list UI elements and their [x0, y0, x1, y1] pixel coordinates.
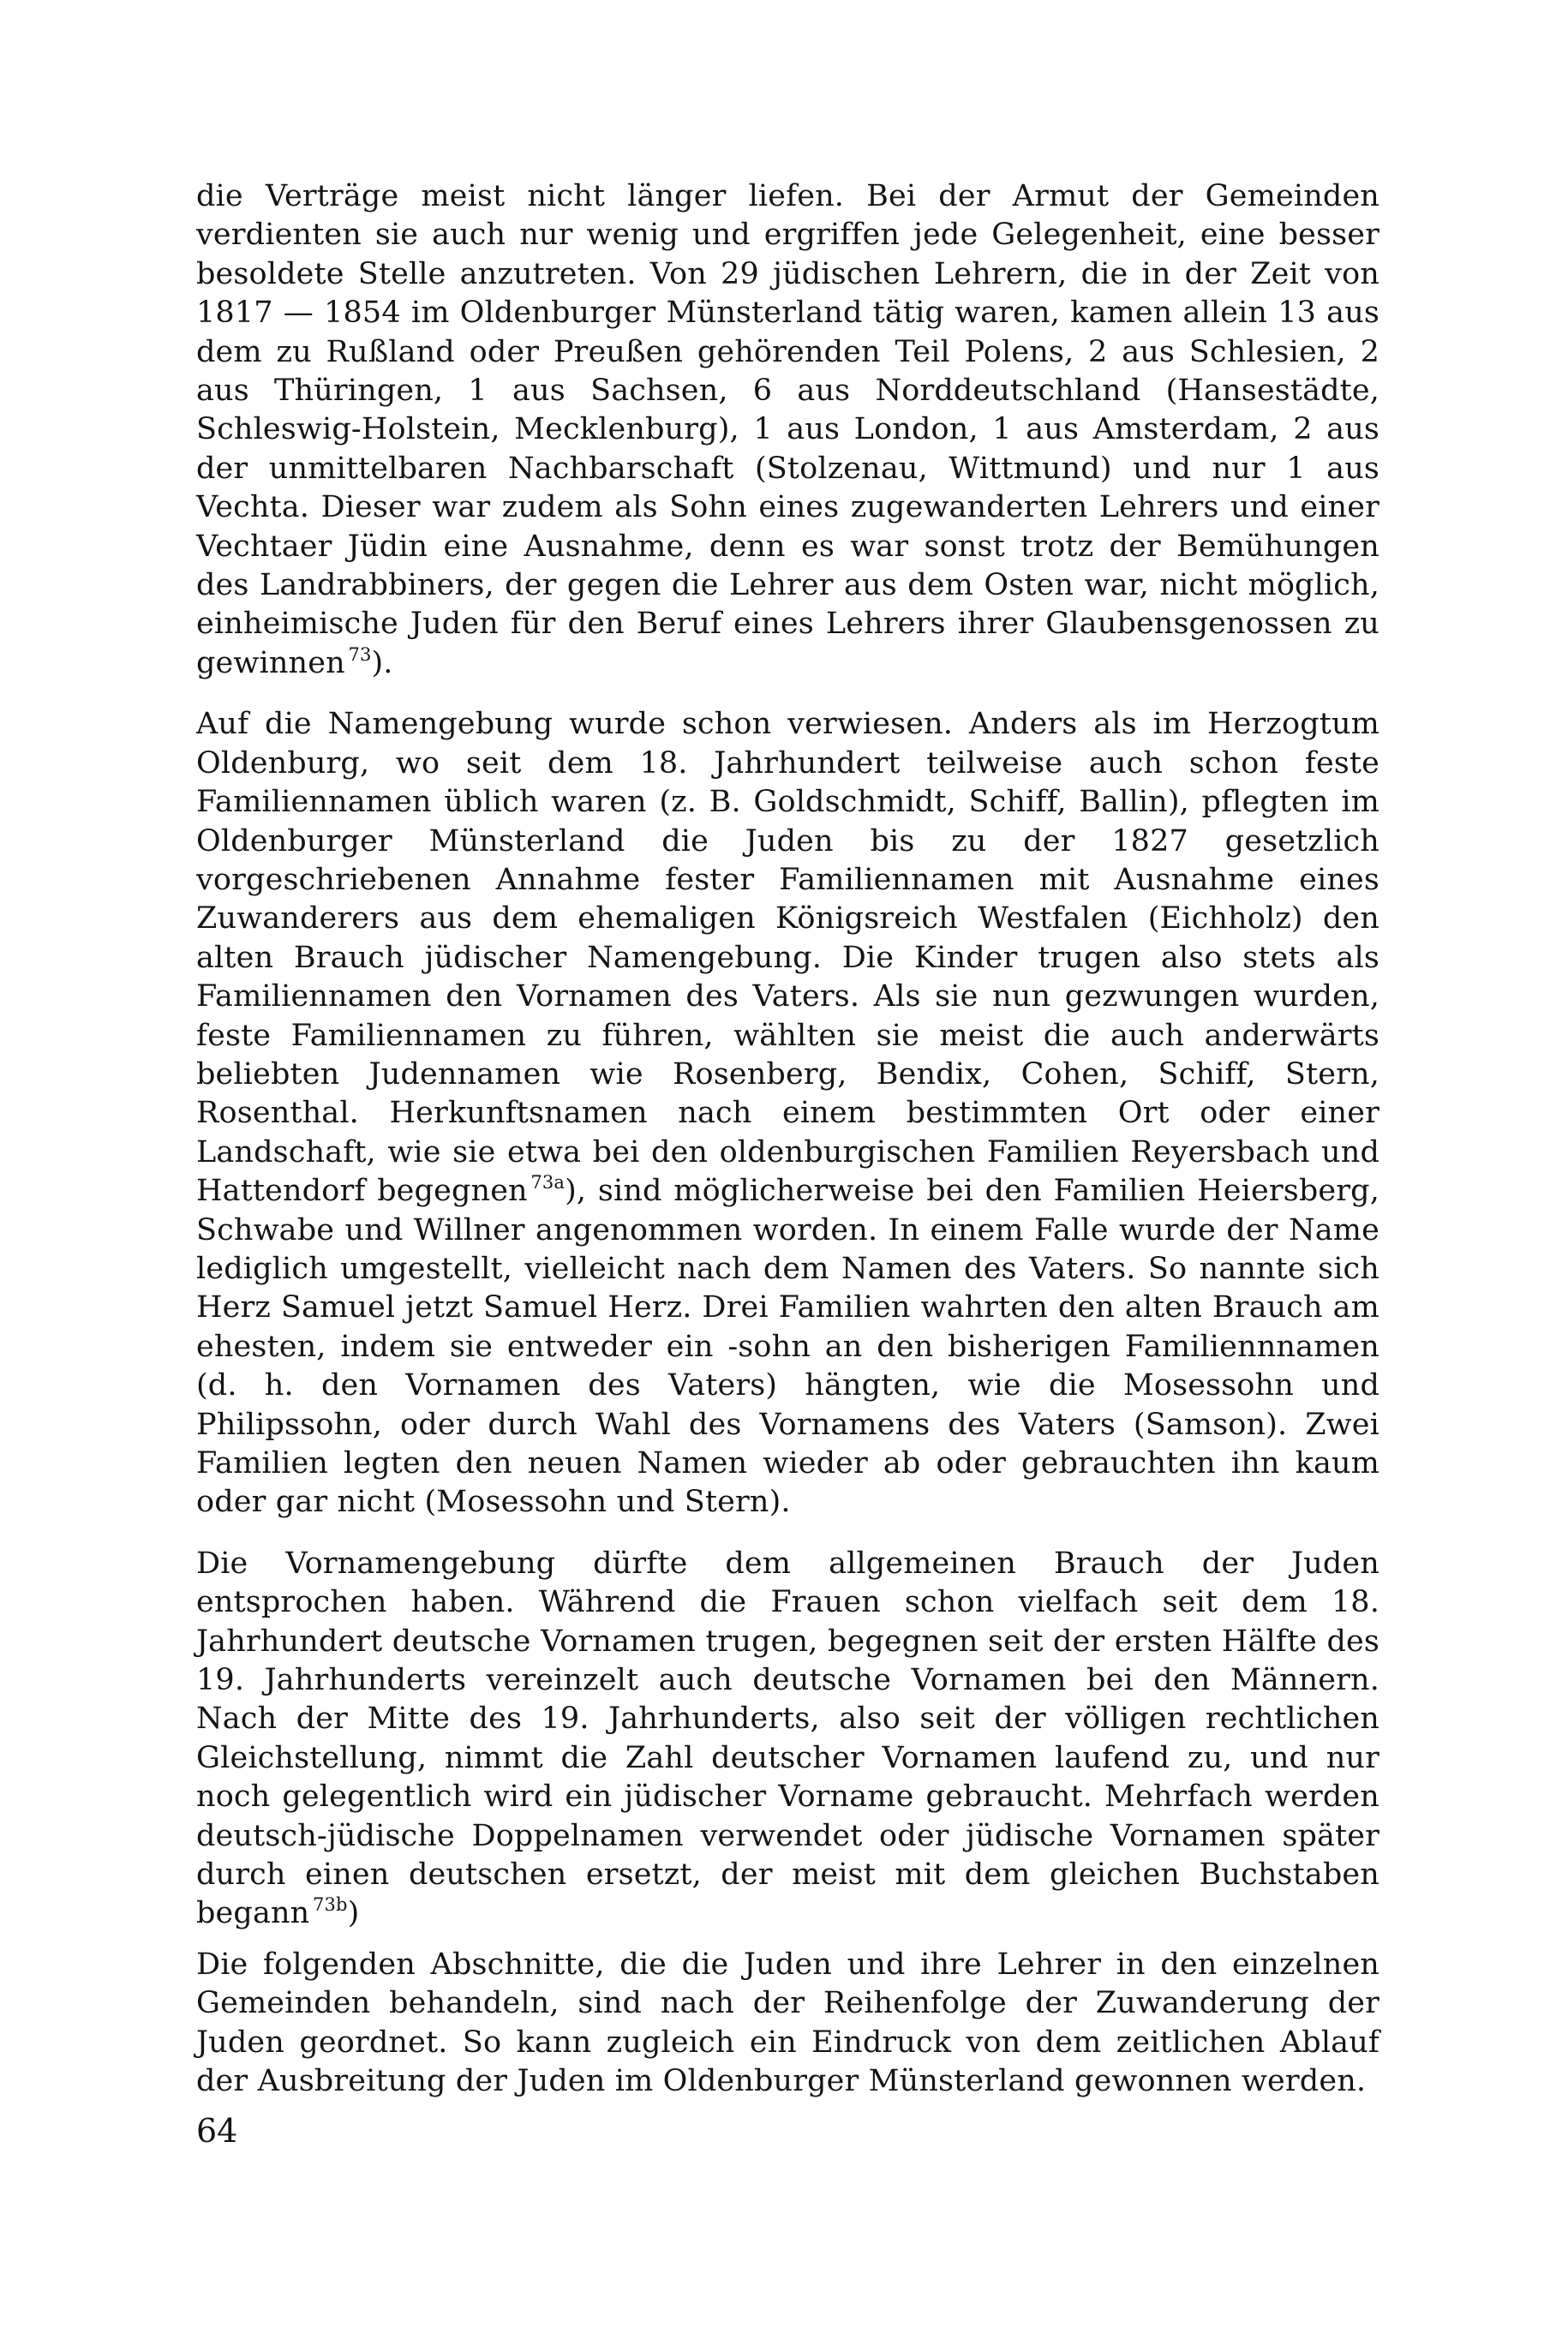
footnote-ref-73a: 73a	[530, 1172, 566, 1193]
paragraph-text-tail: ).	[371, 645, 393, 680]
paragraph-text: die Verträge meist nicht länger liefen. Bei der Armut der Gemeinden verdienten sie auch nur wenig und ergriffen jede Gelegenheit, eine besser besoldete Stelle anzutreten. Von 29 jüdischen Lehrern, die in der Zeit von 1817 — 1854 im Oldenburger Münsterland tätig waren, kamen allein 13 aus dem zu Rußland oder Preußen gehörenden Teil Polens, 2 aus Schlesien, 2 aus Thüringen, 1 aus Sachsen, 6 aus Norddeutschland (Hansestädte, Schleswig-Holstein, Mecklenburg), 1 aus London, 1 aus Amsterdam, 2 aus der unmittelbaren Nachbarschaft (Stolzenau, Wittmund) und nur 1 aus Vechta. Dieser war zudem als Sohn eines zugewanderten Lehrers und einer Vechtaer Jüdin eine Ausnahme, denn es war sonst trotz der Bemühungen des Landrabbiners, der gegen die Lehrer aus dem Osten war, nicht möglich, einheimische Juden für den Beruf eines Lehrers ihrer Glaubensgenossen zu gewinnen	[196, 179, 1379, 680]
page-body	[196, 177, 1379, 2102]
footnote-ref-73b: 73b	[313, 1894, 348, 1916]
paragraph-text-tail: )	[347, 1896, 360, 1931]
paragraph-text: Die folgenden Abschnitte, die die Juden und ihre Lehrer in den einzelnen Gemeinden behandeln, sind nach der Reihenfolge der Zuwanderung der Juden geordnet. So kann zugleich ein Eindruck von dem zeitlichen Ablauf der Ausbreitung der Juden im Oldenburger Münsterland gewonnen werden.	[196, 1947, 1379, 2099]
paragraph-sections-order	[196, 1946, 1379, 2102]
paragraph-teachers	[196, 177, 1379, 683]
paragraph-naming	[196, 705, 1379, 1522]
paragraph-text: Die Vornamengebung dürfte dem allgemeinen Brauch der Juden entsprochen haben. Während die Frauen schon vielfach seit dem 18. Jahrhundert deutsche Vornamen trugen, begegnen seit der ersten Hälfte des 19. Jahrhunderts vereinzelt auch deutsche Vornamen bei den Männern. Nach der Mitte des 19. Jahrhunderts, also seit der völligen rechtlichen Gleichstellung, nimmt die Zahl deutscher Vornamen laufend zu, und nur noch gelegentlich wird ein jüdischer Vorname gebraucht. Mehrfach werden deutsch-jüdische Doppelnamen verwendet oder jüdische Vornamen später durch einen deutschen ersetzt, der meist mit dem gleichen Buchstaben begann	[196, 1546, 1379, 1931]
paragraph-first-names	[196, 1545, 1379, 1934]
footnote-ref-73: 73	[348, 643, 372, 665]
paragraph-text-tail: ), sind möglicherweise bei den Familien Heiersberg, Schwabe und Willner angenommen worden. In einem Falle wurde der Name lediglich umgestellt, vielleicht nach dem Namen des Vaters. So nannte sich Herz Samuel jetzt Samuel Herz. Drei Familien wahrten den alten Brauch am ehesten, indem sie entweder ein -sohn an den bisherigen Familiennnamen (d. h. den Vornamen des Vaters) hängten, wie die Mosessohn und Philipssohn, oder durch Wahl des Vornamens des Vaters (Samson). Zwei Familien legten den neuen Namen wieder ab oder gebrauchten ihn kaum oder gar nicht (Mosessohn und Stern).	[196, 1174, 1379, 1520]
paragraph-text: Auf die Namengebung wurde schon verwiesen. Anders als im Herzogtum Oldenburg, wo seit dem 18. Jahrhundert teilweise auch schon feste Familiennamen üblich waren (z. B. Goldschmidt, Schiff, Ballin), pflegten im Oldenburger Münsterland die Juden bis zu der 1827 gesetzlich vorgeschriebenen Annahme fester Familiennamen mit Ausnahme eines Zuwanderers aus dem ehemaligen Königsreich Westfalen (Eichholz) den alten Brauch jüdischer Namengebung. Die Kinder trugen also stets als Familiennamen den Vornamen des Vaters. Als sie nun gezwungen wurden, feste Familiennamen zu führen, wählten sie meist die auch anderwärts beliebten Judennamen wie Rosenberg, Bendix, Cohen, Schiff, Stern, Rosenthal. Herkunftsnamen nach einem bestimmten Ort oder einer Landschaft, wie sie etwa bei den oldenburgischen Familien Reyersbach und Hattendorf begegnen	[196, 707, 1379, 1209]
page-number: 64	[196, 2112, 238, 2150]
